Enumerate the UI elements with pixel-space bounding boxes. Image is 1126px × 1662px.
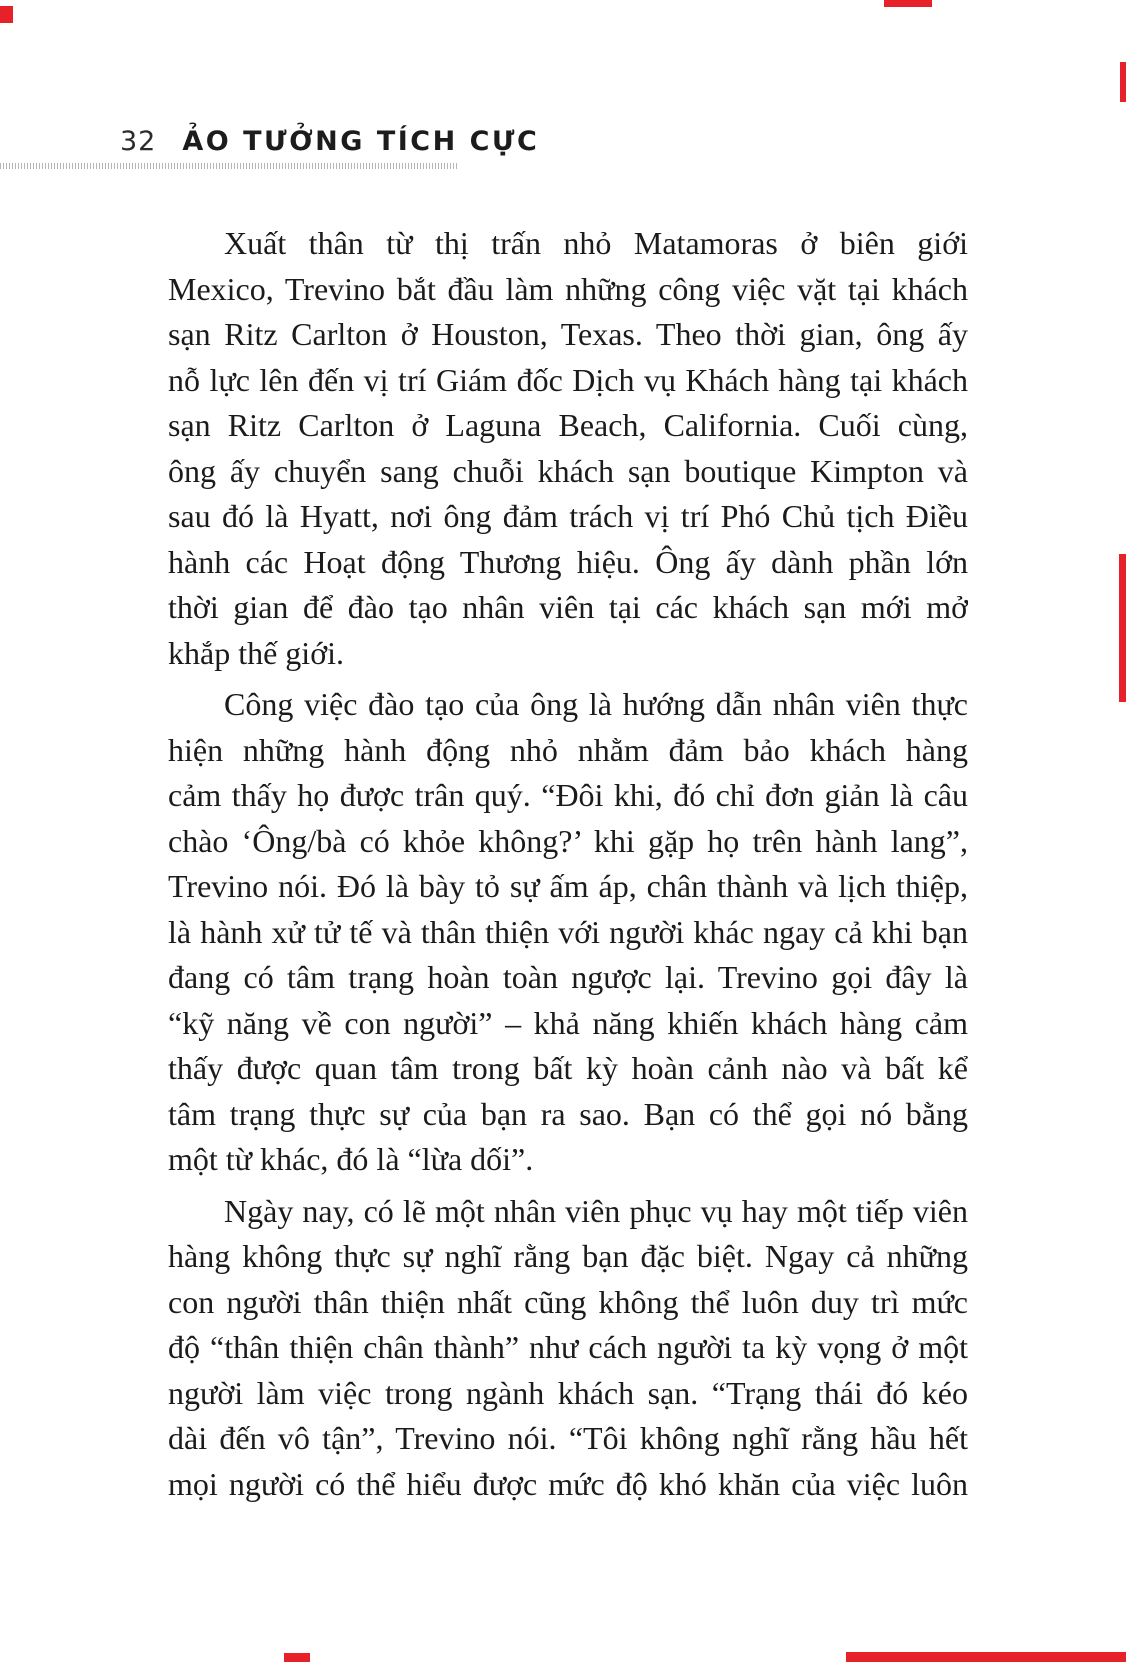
text-line: thời gian để đào tạo nhân viên tại các khách sạn mới mở: [168, 589, 968, 625]
text-line: một từ khác, đó là “lừa dối”.: [168, 1141, 534, 1177]
text-line: ông ấy chuyển sang chuỗi khách sạn boutique Kimpton và: [168, 452, 968, 489]
body-text: [168, 221, 968, 1507]
text-line: sau đó là Hyatt, nơi ông đảm trách vị trí Phó Chủ tịch Điều: [168, 498, 968, 534]
text-line: hành các Hoạt động Thương hiệu. Ông ấy dành phần lớn: [168, 543, 968, 580]
text-line: hiện những hành động nhỏ nhằm đảm bảo khách hàng: [168, 731, 968, 768]
red-edge-mark: [284, 1653, 310, 1662]
text-line: chào ‘Ông/bà có khỏe không?’ khi gặp họ trên hành lang”,: [168, 822, 968, 859]
red-edge-mark: [1119, 554, 1126, 702]
text-line: Mexico, Trevino bắt đầu làm những công việc vặt tại khách: [168, 270, 968, 307]
red-edge-mark: [884, 0, 932, 7]
text-line: người làm việc trong ngành khách sạn. “Trạng thái đó kéo: [168, 1374, 968, 1411]
text-line: dài đến vô tận”, Trevino nói. “Tôi không nghĩ rằng hầu hết: [168, 1420, 968, 1456]
paragraph: [168, 682, 968, 1183]
text-line: độ “thân thiện chân thành” như cách người ta kỳ vọng ở một: [168, 1329, 968, 1365]
text-line: tâm trạng thực sự của bạn ra sao. Bạn có thể gọi nó bằng: [168, 1095, 968, 1132]
page-number: 32: [120, 126, 157, 157]
header-dotted-rule: [0, 163, 457, 169]
text-line: sạn Ritz Carlton ở Laguna Beach, California. Cuối cùng,: [168, 407, 968, 443]
page-header: [120, 126, 539, 157]
red-edge-mark: [0, 6, 13, 23]
red-edge-mark: [846, 1652, 1126, 1662]
paragraph: [168, 221, 968, 676]
text-line: nỗ lực lên đến vị trí Giám đốc Dịch vụ Khách hàng tại khách: [168, 361, 968, 398]
text-line: Ngày nay, có lẽ một nhân viên phục vụ hay một tiếp viên: [224, 1192, 968, 1229]
text-line: mọi người có thể hiểu được mức độ khó khăn của việc luôn: [168, 1465, 968, 1502]
text-line: sạn Ritz Carlton ở Houston, Texas. Theo thời gian, ông ấy: [168, 316, 968, 352]
text-line: thấy được quan tâm trong bất kỳ hoàn cảnh nào và bất kể: [168, 1050, 968, 1086]
text-line: hàng không thực sự nghĩ rằng bạn đặc biệt. Ngay cả những: [168, 1238, 968, 1274]
text-line: “kỹ năng về con người” – khả năng khiến khách hàng cảm: [168, 1004, 968, 1041]
text-line: con người thân thiện nhất cũng không thể luôn duy trì mức: [168, 1283, 968, 1320]
text-line: Trevino nói. Đó là bày tỏ sự ấm áp, chân thành và lịch thiệp,: [168, 868, 968, 904]
paragraph: [168, 1189, 968, 1508]
chapter-title: ẢO TƯỞNG TÍCH CỰC: [182, 126, 540, 157]
text-line: khắp thế giới.: [168, 634, 344, 671]
text-line: đang có tâm trạng hoàn toàn ngược lại. Trevino gọi đây là: [168, 959, 968, 995]
text-line: cảm thấy họ được trân quý. “Đôi khi, đó chỉ đơn giản là câu: [168, 777, 968, 813]
text-line: Xuất thân từ thị trấn nhỏ Matamoras ở biên giới: [224, 225, 968, 261]
red-edge-mark: [1120, 62, 1126, 102]
text-line: là hành xử tử tế và thân thiện với người khác ngay cả khi bạn: [168, 913, 968, 950]
text-line: Công việc đào tạo của ông là hướng dẫn nhân viên thực: [224, 686, 968, 722]
